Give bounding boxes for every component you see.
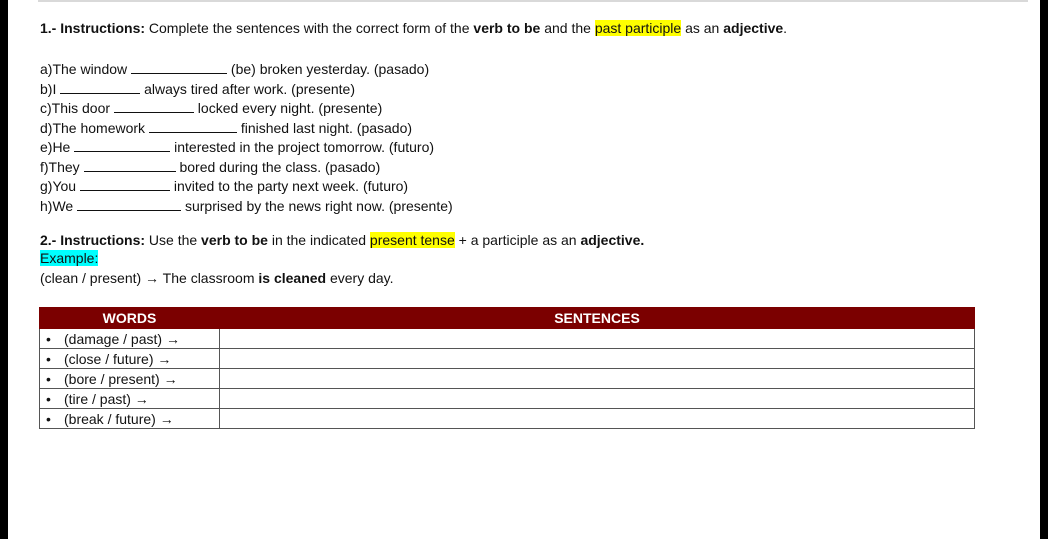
example-sentence: (clean / present) → The classroom is cleaned every day. xyxy=(40,270,394,286)
sentence-cell[interactable] xyxy=(220,329,975,349)
header-words: WORDS xyxy=(40,308,220,329)
answer-blank[interactable] xyxy=(114,100,194,113)
answer-blank[interactable] xyxy=(131,61,227,74)
sentence-cell[interactable] xyxy=(220,409,975,429)
table-row xyxy=(40,369,975,389)
table-row xyxy=(40,349,975,369)
sentence-cell[interactable] xyxy=(220,369,975,389)
highlight-past-participle: past participle xyxy=(594,20,682,36)
answer-blank[interactable] xyxy=(80,178,170,191)
table-row xyxy=(40,329,975,349)
sentence-d: d)The homework finished last night. (pasado) xyxy=(40,119,413,136)
word-cell: • (close / future) → xyxy=(40,349,220,369)
part1-number: 1.- xyxy=(40,20,61,36)
sentence-e: e)He interested in the project tomorrow. (futuro) xyxy=(40,139,435,155)
sentence-f: f)They bored during the class. (pasado) xyxy=(40,158,381,175)
worksheet-page xyxy=(8,0,1040,539)
highlight-present-tense: present tense xyxy=(369,232,455,248)
sentence-cell[interactable] xyxy=(220,349,975,369)
table-row xyxy=(40,409,975,429)
answer-blank[interactable] xyxy=(149,120,237,133)
answer-blank[interactable] xyxy=(74,139,170,152)
word-cell: • (tire / past) → xyxy=(40,389,220,409)
sentence-list xyxy=(40,60,453,216)
sentence-cell[interactable] xyxy=(220,389,975,409)
answer-blank[interactable] xyxy=(77,198,181,211)
sentence-c: c)This door locked every night. (presente) xyxy=(40,100,383,116)
word-cell: • (damage / past) → xyxy=(40,329,220,349)
answer-blank[interactable] xyxy=(84,159,176,172)
top-rule xyxy=(38,0,1028,2)
words-sentences-table xyxy=(39,307,975,429)
part1-instructions: 1.- Instructions: Complete the sentences with the correct form of the verb to be and the past participle as an adjective. xyxy=(40,20,788,36)
header-sentences: SENTENCES xyxy=(220,308,975,329)
sentence-g: g)You invited to the party next week. (futuro) xyxy=(40,178,409,194)
part1-label: Instructions: xyxy=(60,20,146,36)
table-header-row xyxy=(40,308,975,329)
sentence-a: a)The window (be) broken yesterday. (pasado) xyxy=(40,61,430,77)
sentence-h: h)We surprised by the news right now. (presente) xyxy=(40,197,453,214)
example-label: Example: xyxy=(40,250,99,266)
sentence-b: b)I always tired after work. (presente) xyxy=(40,80,355,97)
word-cell: • (break / future) → xyxy=(40,409,220,429)
table-row xyxy=(40,389,975,409)
part2-instructions: 2.- Instructions: Use the verb to be in the indicated present tense + a participle as an adjective. xyxy=(40,232,645,248)
word-cell: • (bore / present) → xyxy=(40,369,220,389)
answer-blank[interactable] xyxy=(60,81,140,94)
